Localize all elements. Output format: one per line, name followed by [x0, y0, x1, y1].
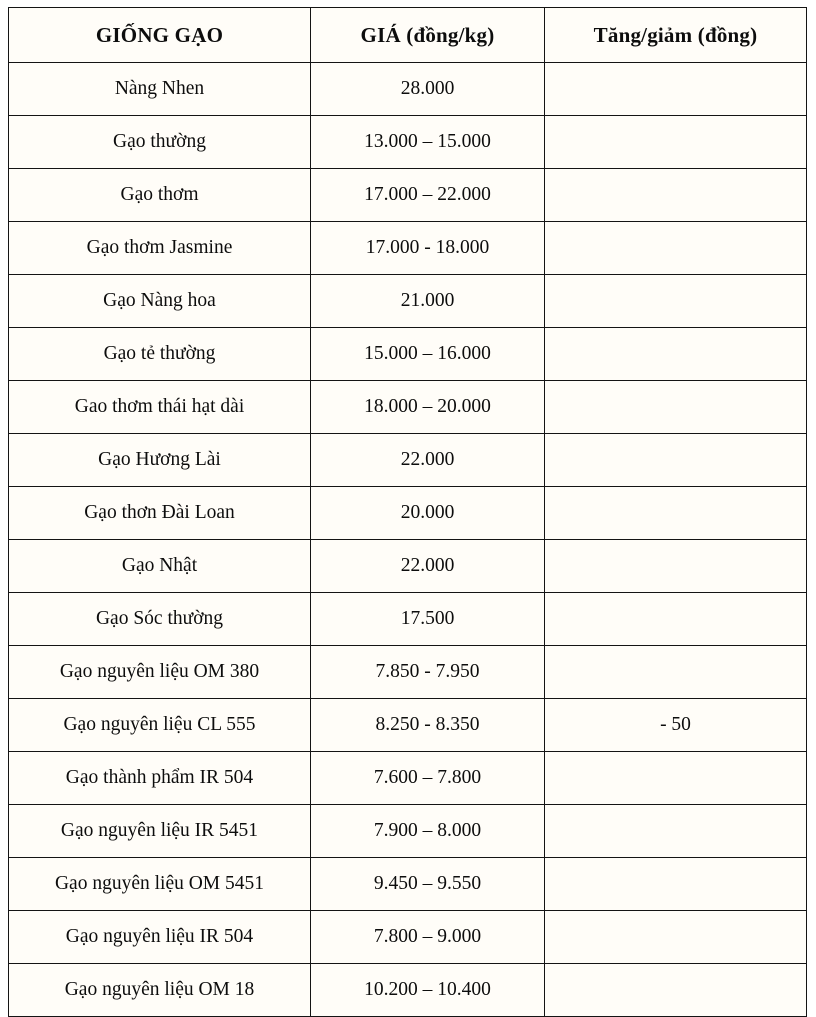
table-row — [9, 699, 807, 752]
cell-delta — [545, 328, 807, 381]
cell-name: Gạo nguyên liệu OM 5451 — [9, 858, 311, 911]
table-row — [9, 593, 807, 646]
cell-price: 9.450 – 9.550 — [311, 858, 545, 911]
table-row — [9, 487, 807, 540]
cell-delta — [545, 911, 807, 964]
column-header-change: Tăng/giảm (đồng) — [545, 8, 807, 63]
cell-name: Gạo thơm — [9, 169, 311, 222]
table-row — [9, 222, 807, 275]
column-header-rice-variety: GIỐNG GẠO — [9, 8, 311, 63]
cell-price: 18.000 – 20.000 — [311, 381, 545, 434]
cell-name: Gạo nguyên liệu OM 18 — [9, 964, 311, 1017]
cell-delta — [545, 275, 807, 328]
cell-price: 17.000 – 22.000 — [311, 169, 545, 222]
cell-price: 21.000 — [311, 275, 545, 328]
cell-name: Gạo thơn Đài Loan — [9, 487, 311, 540]
table-row — [9, 63, 807, 116]
table-body — [9, 63, 807, 1017]
cell-delta — [545, 964, 807, 1017]
table-row — [9, 858, 807, 911]
cell-delta — [545, 646, 807, 699]
cell-delta — [545, 169, 807, 222]
cell-price: 15.000 – 16.000 — [311, 328, 545, 381]
table-row — [9, 911, 807, 964]
cell-name: Gạo Sóc thường — [9, 593, 311, 646]
cell-name: Gạo thơm Jasmine — [9, 222, 311, 275]
cell-name: Gạo nguyên liệu IR 5451 — [9, 805, 311, 858]
table-header-row — [9, 8, 807, 63]
cell-price: 28.000 — [311, 63, 545, 116]
cell-price: 17.500 — [311, 593, 545, 646]
table-header — [9, 8, 807, 63]
cell-price: 22.000 — [311, 540, 545, 593]
table-row — [9, 540, 807, 593]
table-row — [9, 964, 807, 1017]
cell-delta — [545, 487, 807, 540]
table-row — [9, 646, 807, 699]
table-row — [9, 169, 807, 222]
cell-name: Gạo Nàng hoa — [9, 275, 311, 328]
cell-price: 7.800 – 9.000 — [311, 911, 545, 964]
cell-price: 22.000 — [311, 434, 545, 487]
cell-price: 13.000 – 15.000 — [311, 116, 545, 169]
cell-name: Gao thơm thái hạt dài — [9, 381, 311, 434]
cell-name: Gạo Nhật — [9, 540, 311, 593]
cell-price: 7.900 – 8.000 — [311, 805, 545, 858]
cell-name: Gạo nguyên liệu IR 504 — [9, 911, 311, 964]
cell-price: 10.200 – 10.400 — [311, 964, 545, 1017]
cell-delta — [545, 434, 807, 487]
column-header-price: GIÁ (đồng/kg) — [311, 8, 545, 63]
cell-name: Gạo thành phẩm IR 504 — [9, 752, 311, 805]
cell-price: 17.000 - 18.000 — [311, 222, 545, 275]
table-row — [9, 328, 807, 381]
table-row — [9, 434, 807, 487]
cell-delta: - 50 — [545, 699, 807, 752]
table-row — [9, 116, 807, 169]
cell-delta — [545, 752, 807, 805]
cell-name: Gạo thường — [9, 116, 311, 169]
cell-name: Gạo nguyên liệu OM 380 — [9, 646, 311, 699]
cell-delta — [545, 858, 807, 911]
table-row — [9, 275, 807, 328]
cell-delta — [545, 116, 807, 169]
cell-price: 7.850 - 7.950 — [311, 646, 545, 699]
cell-name: Gạo tẻ thường — [9, 328, 311, 381]
cell-delta — [545, 593, 807, 646]
cell-delta — [545, 63, 807, 116]
table-row — [9, 381, 807, 434]
cell-name: Gạo Hương Lài — [9, 434, 311, 487]
cell-price: 8.250 - 8.350 — [311, 699, 545, 752]
table-row — [9, 805, 807, 858]
cell-delta — [545, 381, 807, 434]
cell-delta — [545, 540, 807, 593]
cell-name: Nàng Nhen — [9, 63, 311, 116]
cell-delta — [545, 805, 807, 858]
cell-price: 20.000 — [311, 487, 545, 540]
cell-name: Gạo nguyên liệu CL 555 — [9, 699, 311, 752]
rice-price-table — [8, 7, 807, 1017]
cell-price: 7.600 – 7.800 — [311, 752, 545, 805]
table-row — [9, 752, 807, 805]
cell-delta — [545, 222, 807, 275]
